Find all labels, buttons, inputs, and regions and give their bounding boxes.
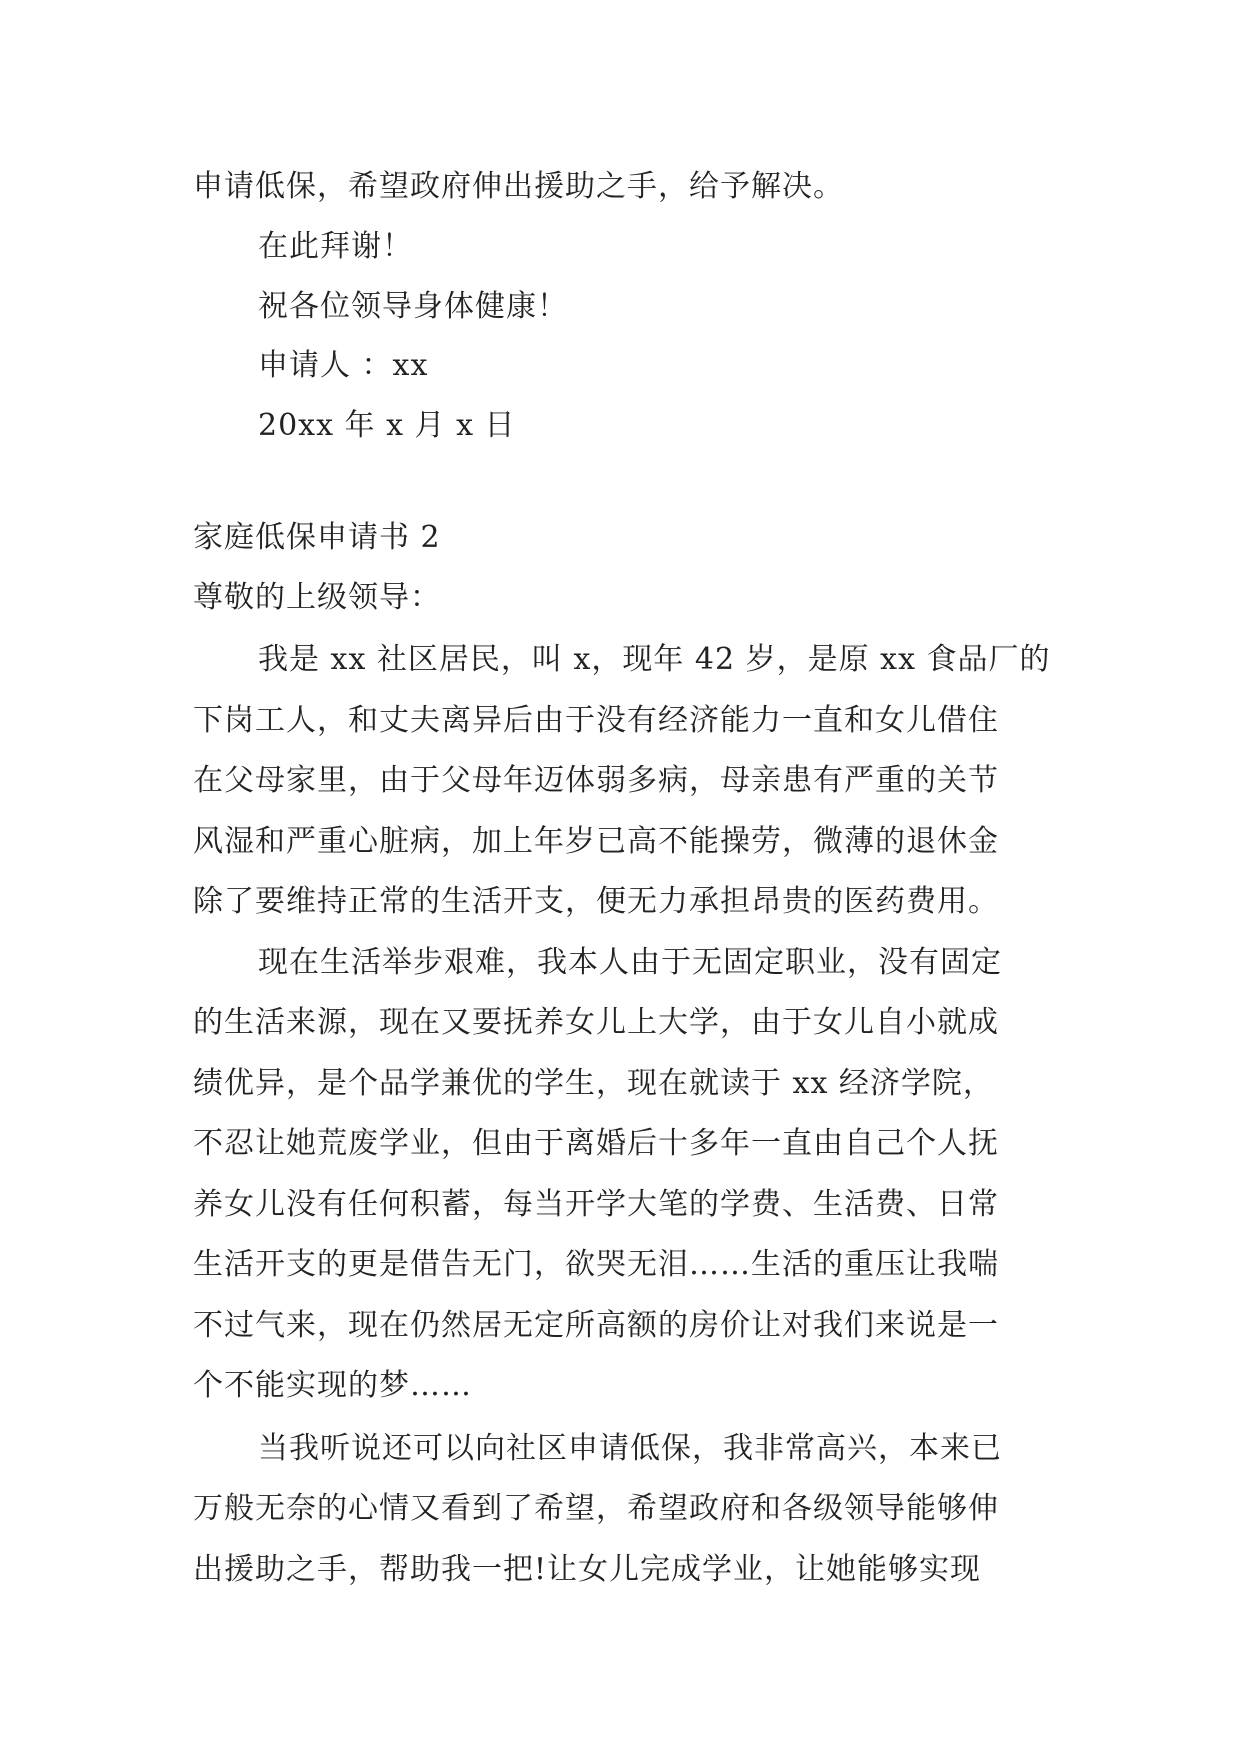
paragraph-line: 除了要维持正常的生活开支，便无力承担昂贵的医药费用。 [193,884,999,919]
paragraph-line: 个不能实现的梦…… [193,1368,472,1403]
salutation: 尊敬的上级领导： [193,580,441,615]
applicant-line: 申请人 ：xx [258,348,429,383]
paragraph-line: 下岗工人，和丈夫离异后由于没有经济能力一直和女儿借住 [193,703,999,738]
paragraph-line: 在父母家里，由于父母年迈体弱多病，母亲患有严重的关节 [193,763,999,798]
paragraph-line: 的生活来源，现在又要抚养女儿上大学，由于女儿自小就成 [193,1005,999,1040]
paragraph-line: 当我听说还可以向社区申请低保，我非常高兴，本来已 [258,1431,1002,1466]
text-line: 申请低保，希望政府伸出援助之手，给予解决。 [193,169,844,204]
section-title: 家庭低保申请书 2 [193,520,441,555]
thanks-line: 在此拜谢！ [258,229,413,264]
paragraph-line: 不过气来，现在仍然居无定所高额的房价让对我们来说是一 [193,1308,999,1343]
paragraph-line: 养女儿没有任何积蓄，每当开学大笔的学费、生活费、日常 [193,1187,999,1222]
paragraph-line: 绩优异，是个品学兼优的学生，现在就读于 xx 经济学院， [193,1066,994,1101]
paragraph-line: 风湿和严重心脏病，加上年岁已高不能操劳，微薄的退休金 [193,824,999,859]
paragraph-line: 现在生活举步艰难，我本人由于无固定职业，没有固定 [258,945,1002,980]
paragraph-line: 出援助之手，帮助我一把!让女儿完成学业，让她能够实现 [193,1552,982,1587]
paragraph-line: 我是 xx 社区居民，叫 x，现年 42 岁，是原 xx 食品厂的 [258,642,1051,677]
wishes-line: 祝各位领导身体健康！ [258,289,568,324]
paragraph-line: 不忍让她荒废学业，但由于离婚后十多年一直由自己个人抚 [193,1126,999,1161]
date-line: 20xx 年 x 月 x 日 [258,408,516,443]
paragraph-line: 万般无奈的心情又看到了希望，希望政府和各级领导能够伸 [193,1491,999,1526]
paragraph-line: 生活开支的更是借告无门，欲哭无泪……生活的重压让我喘 [193,1247,999,1282]
